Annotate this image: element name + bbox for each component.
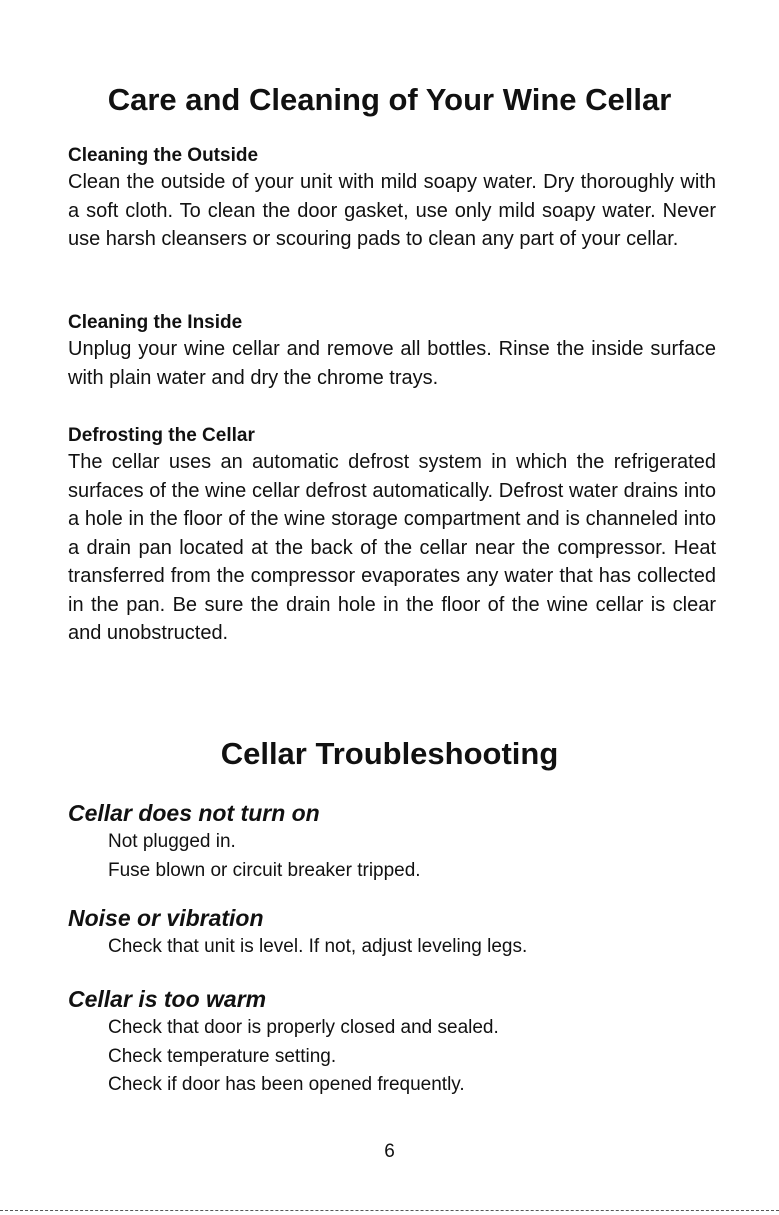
section-cleaning-inside [68,311,716,392]
issue-cause-list [68,1014,728,1100]
section-body: The cellar uses an automatic defrost system in which the refrigerated surfaces of the wine cellar defrost automatically. Defrost water drains into a hole in the floor of the wine storage compartment and is channeled into a drain pan located at the back of the cellar near the compressor. Heat transferred from the compressor evaporates any water that has collected in the pan. Be sure the drain hole in the floor of the wine cellar is clear and unobstructed. [68,451,716,644]
issue-noise-vibration [68,903,728,962]
section-defrosting [68,424,716,648]
section-body: Clean the outside of your unit with mild soapy water. Dry thoroughly with a soft cloth. To clean the door gasket, use only mild soapy water. Never use harsh cleansers or scouring pads to clean any part of your cellar. [68,171,716,250]
issue-not-turning-on [68,798,728,885]
section-cleaning-outside [68,144,716,254]
page-number: 6 [384,1141,395,1162]
issue-cause: Check that unit is level. If not, adjust leveling legs. [108,936,528,957]
issue-problem: Noise or vibration [68,905,264,931]
section-heading: Cleaning the Outside [68,145,259,166]
issue-cause: Fuse blown or circuit breaker tripped. [108,859,421,881]
issue-cause: Not plugged in. [108,831,236,852]
issue-cause-list [68,933,728,962]
issue-cause: Check temperature setting. [108,1045,337,1067]
issue-problem: Cellar is too warm [68,986,267,1012]
issue-cause: Check if door has been opened frequently. [108,1074,465,1095]
issue-cause-list [68,828,728,885]
section-heading: Cleaning the Inside [68,312,243,333]
troubleshooting-title: Cellar Troubleshooting [220,736,559,771]
issue-cause: Check that door is properly closed and sealed. [108,1017,499,1038]
section-body: Unplug your wine cellar and remove all bottles. Rinse the inside surface with plain water and dry the chrome trays. [68,338,716,389]
issue-problem: Cellar does not turn on [68,800,320,826]
issue-too-warm [68,984,728,1100]
bottom-divider [0,1210,779,1211]
section-heading: Defrosting the Cellar [68,425,255,446]
page-title: Care and Cleaning of Your Wine Cellar [107,82,672,117]
